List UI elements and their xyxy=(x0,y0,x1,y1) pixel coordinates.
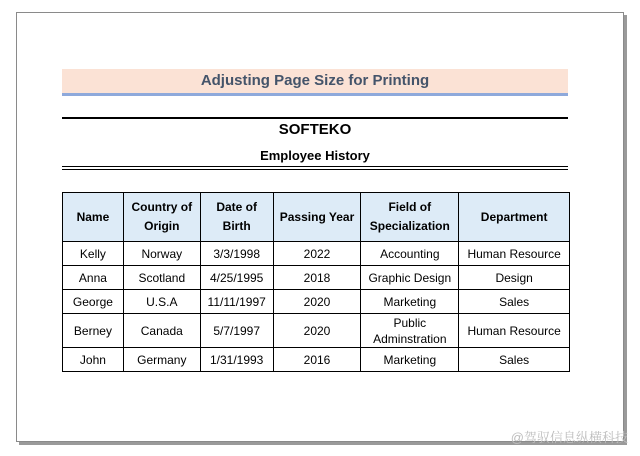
cell-country: Canada xyxy=(123,314,200,348)
cell-country: Germany xyxy=(123,348,200,372)
top-rule xyxy=(62,117,568,119)
cell-passing-year: 2016 xyxy=(273,348,361,372)
cell-dob: 11/11/1997 xyxy=(200,290,273,314)
header-field: Field of Specialization xyxy=(361,193,459,242)
table-row xyxy=(63,314,570,348)
report-title: Adjusting Page Size for Printing xyxy=(62,69,568,96)
report-subtitle: Employee History xyxy=(260,148,370,163)
cell-country: Scotland xyxy=(123,266,200,290)
cell-dob: 3/3/1998 xyxy=(200,242,273,266)
header-row xyxy=(63,193,570,242)
cell-dob: 5/7/1997 xyxy=(200,314,273,348)
cell-name: John xyxy=(63,348,124,372)
employee-history-table xyxy=(62,192,570,372)
header-country: Country of Origin xyxy=(123,193,200,242)
cell-field: Marketing xyxy=(361,348,459,372)
cell-field: Public Adminstration xyxy=(361,314,459,348)
cell-dob: 4/25/1995 xyxy=(200,266,273,290)
cell-name: Anna xyxy=(63,266,124,290)
header-name: Name xyxy=(63,193,124,242)
cell-country: U.S.A xyxy=(123,290,200,314)
cell-field: Accounting xyxy=(361,242,459,266)
cell-field: Marketing xyxy=(361,290,459,314)
cell-department: Sales xyxy=(459,290,570,314)
header-department: Department xyxy=(459,193,570,242)
cell-name: Berney xyxy=(63,314,124,348)
cell-department: Sales xyxy=(459,348,570,372)
company-name: SOFTEKO xyxy=(278,121,352,138)
cell-department: Human Resource xyxy=(459,314,570,348)
cell-field: Graphic Design xyxy=(361,266,459,290)
cell-passing-year: 2020 xyxy=(273,290,361,314)
table-row xyxy=(63,348,570,372)
cell-country: Norway xyxy=(123,242,200,266)
header-dob: Date of Birth xyxy=(200,193,273,242)
watermark-text: @驾驭信息纵横科技 xyxy=(510,430,628,445)
cell-department: Design xyxy=(459,266,570,290)
cell-passing-year: 2022 xyxy=(273,242,361,266)
cell-name: George xyxy=(63,290,124,314)
table-row xyxy=(63,266,570,290)
cell-passing-year: 2020 xyxy=(273,314,361,348)
table-row xyxy=(63,290,570,314)
cell-name: Kelly xyxy=(63,242,124,266)
table-row xyxy=(63,242,570,266)
cell-passing-year: 2018 xyxy=(273,266,361,290)
double-rule xyxy=(62,166,568,170)
cell-department: Human Resource xyxy=(459,242,570,266)
cell-dob: 1/31/1993 xyxy=(200,348,273,372)
header-passing-year: Passing Year xyxy=(273,193,361,242)
